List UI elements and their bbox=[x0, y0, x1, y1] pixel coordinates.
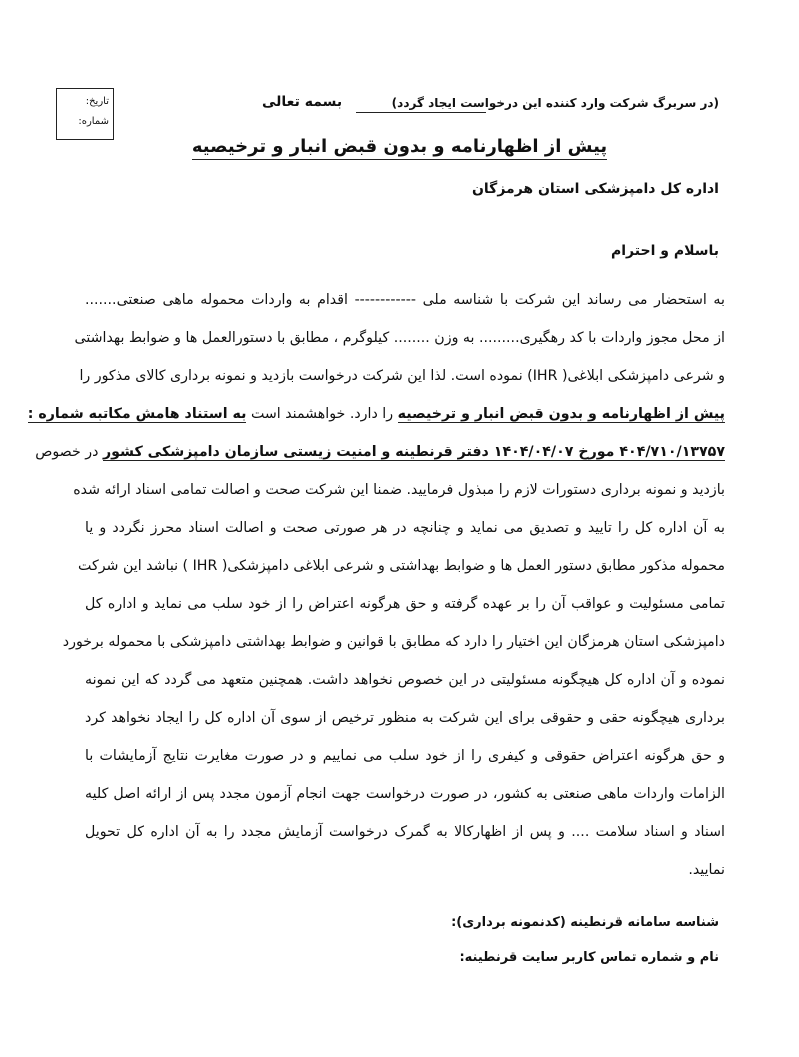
body-line: نمایید. bbox=[688, 862, 725, 878]
greeting: باسلام و احترام bbox=[611, 243, 719, 259]
body-line: بازدید و نمونه برداری دستورات لازم را مبذول فرمایید. ضمنا این شرکت صحت و اصالت تمامی اسناد ارائه شده bbox=[73, 482, 725, 498]
body-line: تمامی مسئولیت و عواقب آن را بر عهده گرفته و حق هرگونه اعتراض را از خود سلب می نماید و اداره کل bbox=[85, 596, 725, 612]
letterhead-note: (در سربرگ شرکت وارد کننده این درخواست ایجاد گردد) bbox=[391, 96, 719, 110]
number-label: شماره: bbox=[78, 116, 109, 127]
date-label: تاریخ: bbox=[85, 96, 109, 107]
underlined-phrase: پیش از اظهارنامه و بدون قبض انبار و ترخیصیه bbox=[397, 406, 725, 422]
letter-title-text: پیش از اظهارنامه و بدون قبض انبار و ترخیصیه bbox=[192, 136, 607, 160]
body-fragment: در خصوص bbox=[35, 444, 103, 460]
quarantine-id-label: شناسه سامانه قرنطینه (کدنمونه برداری): bbox=[451, 915, 719, 930]
body-line: و شرعی دامپزشکی ابلاغی( IHR) نموده است. لذا این شرکت درخواست بازدید و نمونه برداری کالای مذکور را bbox=[79, 368, 725, 384]
recipient: اداره کل دامپزشکی استان هرمزگان bbox=[471, 181, 719, 197]
underlined-reference: به استناد هامش مکاتبه شماره : bbox=[27, 406, 247, 422]
contact-label: نام و شماره تماس کاربر سایت قرنطینه: bbox=[459, 950, 719, 965]
body-line: به آن اداره کل را تایید و تصدیق می نماید و چنانچه در هر صورتی صحت و اصالت اسناد محرز نگردد و یا bbox=[85, 520, 725, 536]
body-line: الزامات واردات ماهی صنعتی به کشور، در صورت درخواست جهت انجام آزمون مجدد پس از ارائه اصل کلیه bbox=[85, 786, 725, 802]
basmala: بسمه تعالی bbox=[262, 94, 343, 110]
body-line: و حق هرگونه اعتراض حقوقی و کیفری را از خود سلب می نماییم و در صورت مغایرت نتایج آزمایشات با bbox=[85, 748, 725, 764]
body-line: برداری هیچگونه حقی و حقوقی برای این شرکت به منظور ترخیص از سوی آن اداره کل را ایجاد نخواهد کرد bbox=[85, 710, 725, 726]
letter-body bbox=[27, 285, 725, 893]
letter-title bbox=[0, 136, 799, 157]
underlined-reference-number: ۴۰۴/۷۱۰/۱۳۷۵۷ مورخ ۱۴۰۴/۰۴/۰۷ دفتر قرنطینه و امنیت زیستی سازمان دامپزشکی کشور bbox=[102, 444, 725, 460]
body-line: نموده و آن اداره کل هیچگونه مسئولیتی در این خصوص نخواهد داشت. همچنین متعهد می گردد که این نمونه bbox=[85, 672, 725, 688]
body-line: از محل مجوز واردات با کد رهگیری......... به وزن ........ کیلوگرم ، مطابق با دستورالعمل ها و ضوابط بهداشتی bbox=[74, 330, 725, 346]
date-number-box bbox=[56, 88, 114, 140]
body-line: به استحضار می رساند این شرکت با شناسه ملی ------------ اقدام به واردات محموله ماهی صنعتی....... bbox=[85, 292, 725, 308]
body-line: اسناد و اسناد سلامت .... و پس از اظهارکالا به گمرک درخواست آزمایش مجدد را به آن اداره کل تحویل bbox=[85, 824, 725, 840]
body-line bbox=[35, 437, 725, 475]
body-line: محموله مذکور مطابق دستور العمل ها و ضوابط بهداشتی و شرعی ابلاغی دامپزشکی( IHR ) نباشد این شرکت bbox=[78, 558, 725, 574]
body-line: دامپزشکی استان هرمزگان این اختیار را دارد که مطابق با قوانین و ضوابط بهداشتی دامپزشکی با محموله برخورد bbox=[62, 634, 725, 650]
header-blank-line bbox=[356, 112, 486, 113]
body-fragment: را دارد. خواهشمند است bbox=[246, 406, 398, 422]
body-line bbox=[27, 399, 725, 437]
